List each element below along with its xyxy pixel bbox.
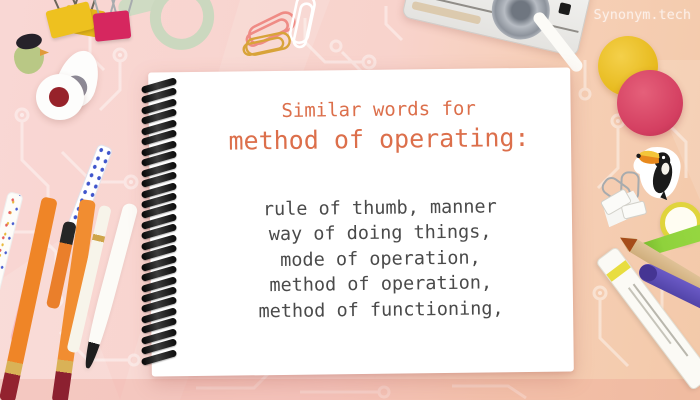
stone-red-dot-shape (36, 74, 84, 120)
synonym-line: way of doing things, (268, 221, 492, 246)
bottom-accent-strip (0, 379, 700, 400)
macaron-pink-shape (617, 70, 683, 136)
heading-line1: Similar words for (281, 97, 476, 122)
synonym-line: method of operation, (269, 272, 493, 297)
heading-line2: method of operating: (228, 122, 530, 156)
synonym-line: method of functioning, (258, 297, 504, 322)
marker-band (606, 260, 631, 282)
synonym-list (188, 193, 574, 325)
binder-clip-pink-icon (90, 0, 138, 44)
synonym-line: mode of operation, (280, 247, 481, 271)
spiral-binding-shape (141, 82, 181, 370)
bird-figurine-icon (14, 36, 46, 74)
notebook-card (148, 67, 574, 376)
synonym-line: rule of thumb, manner (262, 196, 497, 221)
clip-body (93, 10, 132, 42)
red-dot (49, 87, 69, 107)
brand-logo: Synonym.tech (593, 7, 691, 23)
